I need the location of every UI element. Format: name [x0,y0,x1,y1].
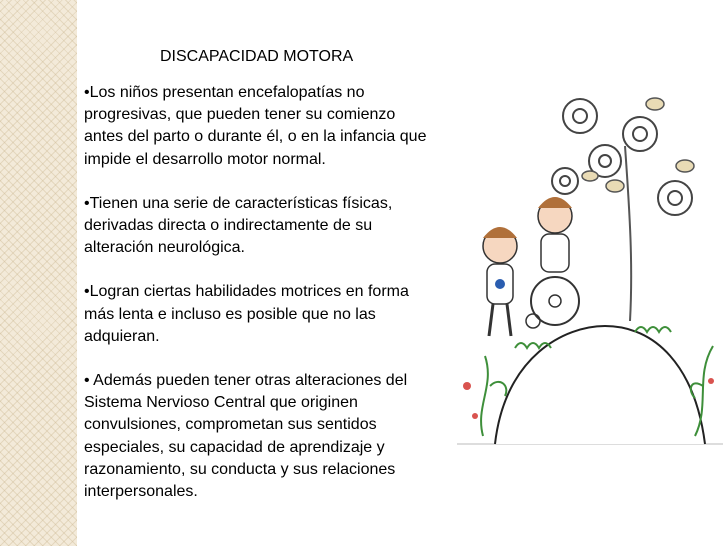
wheel-flowers [552,99,692,215]
flower-2 [472,413,478,419]
tree-stem [625,146,631,321]
hill [495,326,705,444]
paragraph-1: •Los niños presentan encefalopatías no progresivas, que pueden tener su comienzo antes del parto o durante él, o en la infancia que impide el desarrollo motor normal. [84,84,427,168]
slide-body [84,82,429,525]
slide-title: DISCAPACIDAD MOTORA [160,48,354,65]
decorative-sidebar [0,0,77,546]
paragraph-4: • Además pueden tener otras alteraciones del Sistema Nervioso Central que originen convulsiones, comprometan sus sentidos especiales, su capacidad de aprendizaje y razonamiento, su conducta y sus relaciones interpersonales. [84,372,408,501]
paragraph-2: •Tienen una serie de características físicas, derivadas directa o indirectamente de su alteración neurológica. [84,194,393,257]
children-illustration [455,86,725,448]
flower-1 [463,382,471,390]
child-wheelchair [526,197,579,328]
flower-3 [708,378,714,384]
paragraph-3: •Logran ciertas habilidades motrices en forma más lenta e incluso es posible que no las adquieran. [84,283,409,345]
birds [582,98,694,192]
child-standing [483,227,517,336]
